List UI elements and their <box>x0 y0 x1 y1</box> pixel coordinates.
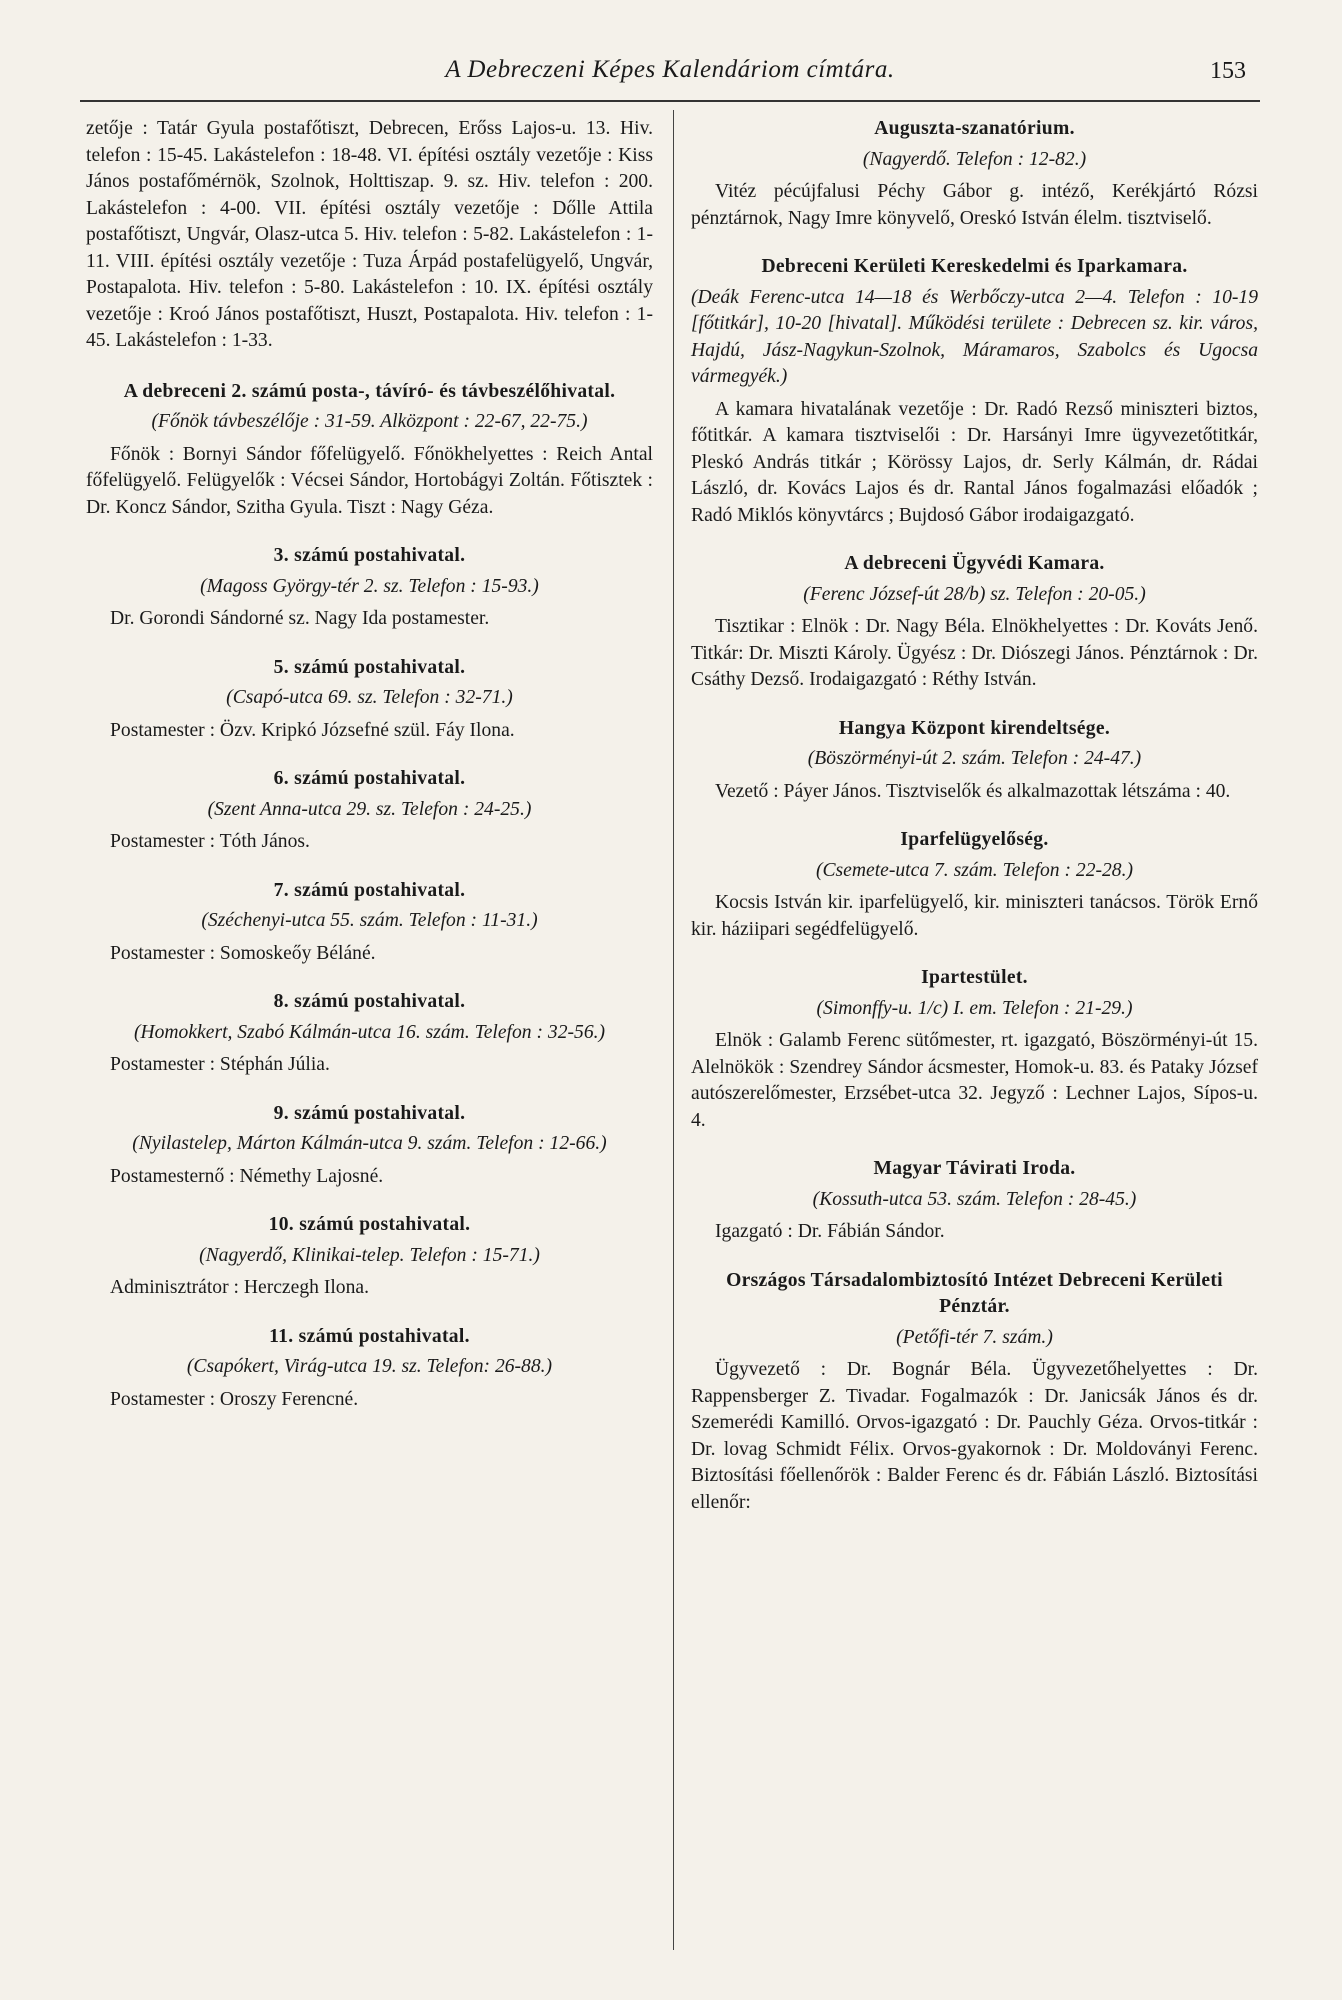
section-address: (Petőfi-tér 7. szám.) <box>896 1326 1053 1348</box>
right-column <box>691 116 1258 1516</box>
intro-paragraph: zetője : Tatár Gyula postafőtiszt, Debrecen, Erőss Lajos-u. 13. Hiv. telefon : 15-45. Lakástelefon : 18-48. VI. építési osztály vezetője : Kiss János postafőmérnök, Szolnok, Holttiszap. 9. sz. Hiv. telefon : 200. Lakástelefon : 4-00. VII. építési osztály vezetője : Dőlle Attila postafőtiszt, Ungvár, Olasz-utca 5. Hiv. telefon : 5-82. Lakástelefon : 1-11. VIII. építési osztály vezetője : Tuza Árpád postafelügyelő, Ungvár, Postapalota. Hiv. telefon : 5-80. Lakástelefon : 10. IX. építési osztály vezetője : Kroó János postafőtiszt, Huszt, Postapalota. Hiv. telefon : 1-45. Lakástelefon : 1-33. <box>86 118 653 351</box>
section-heading: 5. számú postahivatal. <box>273 656 466 678</box>
section-text: Adminisztrátor : Herczegh Ilona. <box>110 1277 369 1298</box>
section-heading: Auguszta-szanatórium. <box>874 118 1075 139</box>
column-divider <box>673 110 674 1950</box>
section-address: (Ferenc József-út 28/b) sz. Telefon : 20-05.) <box>803 583 1146 605</box>
section-text: Postamester : Stéphán Júlia. <box>110 1054 330 1075</box>
section-heading: Hangya Központ kirendeltsége. <box>838 717 1111 739</box>
section-heading: 10. számú postahivatal. <box>268 1214 471 1235</box>
section-address: (Csemete-utca 7. szám. Telefon : 22-28.) <box>815 859 1134 881</box>
section-heading: 8. számú postahivatal. <box>273 991 466 1012</box>
section-text: Postamester : Özv. Kripkó Józsefné szül. Fáy Ilona. <box>110 719 515 741</box>
section-address: (Homokkert, Szabó Kálmán-utca 16. szám. Telefon : 32-56.) <box>133 1021 606 1043</box>
section-address: (Nagyerdő. Telefon : 12-82.) <box>862 148 1087 170</box>
section-heading: Országos Társadalombiztosító Intézet Debreceni Kerületi Pénztár. <box>726 1269 1223 1317</box>
section-address: (Nagyerdő, Klinikai-telep. Telefon : 15-71.) <box>199 1244 540 1266</box>
section-text: Vezető : Páyer János. Tisztviselők és alkalmazottak létszáma : 40. <box>715 780 1231 802</box>
section-address: (Főnök távbeszélője : 31-59. Alközpont : 22-67, 22-75.) <box>151 411 588 432</box>
section-address: (Széchenyi-utca 55. szám. Telefon : 11-31.) <box>201 910 538 931</box>
section-text: A kamara hivatalának vezetője : Dr. Radó Rezső miniszteri biztos, főtitkár. A kamara tisztviselői : Dr. Harsányi Imre ügyvezetőtitkár, Pleskó András titkár ; Körössy Lajos, dr. Serly Kálmán, dr. Rádai László, dr. Kovács Lajos és dr. Rantal János fogalmazási előadók ; Radó Miklós könyvtárcs ; Bujdosó Gábor irodaigazgató. <box>691 398 1258 526</box>
section-heading: 3. számú postahivatal. <box>273 545 466 566</box>
section-text: Elnök : Galamb Ferenc sütőmester, rt. igazgató, Böszörményi-út 15. Alelnökök : Szendrey Sándor ácsmester, Homok-u. 83. és Pataky József autószerelőmester, Erzsébet-utca 32. Jegyző : Lechner Lajos, Sípos-u. 4. <box>691 1030 1258 1131</box>
section-heading: Debreceni Kerületi Kereskedelmi és Iparkamara. <box>761 256 1188 277</box>
section-text: Dr. Gorondi Sándorné sz. Nagy Ida postamester. <box>110 608 490 629</box>
page-header <box>80 48 1260 102</box>
section-address: (Szent Anna-utca 29. sz. Telefon : 24-25.) <box>207 798 532 820</box>
section-text: Postamester : Somoskeőy Béláné. <box>110 942 376 964</box>
left-column <box>86 116 653 1413</box>
section-address: (Böszörményi-út 2. szám. Telefon : 24-47.) <box>807 748 1142 769</box>
section-address: (Nyilastelep, Márton Kálmán-utca 9. szám. Telefon : 12-66.) <box>132 1133 607 1154</box>
section-address: (Kossuth-utca 53. szám. Telefon : 28-45.) <box>812 1188 1137 1210</box>
section-text: Ügyvezető : Dr. Bognár Béla. Ügyvezetőhelyettes : Dr. Rappensberger Z. Tivadar. Fogalmazók : Dr. Janicsák János és dr. Szemerédi Kamilló. Orvos-igazgató : Dr. Pauchly Géza. Orvos-titkár : Dr. lovag Schmidt Félix. Orvos-gyakornok : Dr. Moldoványi Ferenc. Biztosítási főellenőrök : Balder Ferenc és dr. Fábián László. Biztosítási ellenőr: <box>691 1359 1258 1513</box>
page <box>80 48 1260 1968</box>
section-heading: Magyar Távirati Iroda. <box>873 1158 1076 1179</box>
section-heading: Ipartestület. <box>921 967 1028 988</box>
section-text: Postamesternő : Némethy Lajosné. <box>110 1165 384 1187</box>
page-number: 153 <box>1210 58 1246 84</box>
section-heading: A debreceni Ügyvédi Kamara. <box>844 553 1105 574</box>
section-address: (Magoss György-tér 2. sz. Telefon : 15-93.) <box>200 575 539 597</box>
section-heading: 11. számú postahivatal. <box>269 1325 470 1347</box>
section-heading: Iparfelügyelőség. <box>900 829 1049 850</box>
section-text: Igazgató : Dr. Fábián Sándor. <box>715 1221 945 1242</box>
section-text: Kocsis István kir. iparfelügyelő, kir. miniszteri tanácsos. Török Ernő kir. háziipari segédfelügyelő. <box>691 892 1258 940</box>
section-address: (Simonffy-u. 1/c) I. em. Telefon : 21-29.) <box>816 997 1133 1019</box>
section-heading: 7. számú postahivatal. <box>273 879 466 901</box>
section-heading: A debreceni 2. számú posta-, távíró- és távbeszélőhivatal. <box>123 380 616 402</box>
running-title: A Debreczeni Képes Kalendáriom címtára. <box>445 56 895 83</box>
section-text: Főnök : Bornyi Sándor főfelügyelő. Főnökhelyettes : Reich Antal főfelügyelő. Felügyelők : Vécsei Sándor, Hortobágyi Zoltán. Főtisztek : Dr. Koncz Sándor, Szitha Gyula. Tiszt : Nagy Géza. <box>86 443 653 518</box>
section-text: Tisztikar : Elnök : Dr. Nagy Béla. Elnökhelyettes : Dr. Kováts Jenő. Titkár: Dr. Miszti Károly. Ügyész : Dr. Diószegi János. Pénztárnok : Dr. Csáthy Dezső. Irodaigazgató : Réthy István. <box>691 616 1258 690</box>
section-text: Postamester : Oroszy Ferencné. <box>110 1388 359 1410</box>
section-text: Vitéz pécújfalusi Péchy Gábor g. intéző, Kerékjártó Rózsi pénztárnok, Nagy Imre könyvelő, Oreskó István élelm. tisztviselő. <box>691 181 1258 229</box>
section-address: (Csapókert, Virág-utca 19. sz. Telefon: 26-88.) <box>186 1356 553 1377</box>
section-address: (Deák Ferenc-utca 14—18 és Werbőczy-utca 2—4. Telefon : 10-19 [főtitkár], 10-20 [hivatal]. Működési területe : Debrecen sz. kir. város, Hajdú, Jász-Nagykun-Szolnok, Máramaros, Szabolcs és Ugocsa vármegyék.) <box>691 286 1258 387</box>
section-heading: 6. számú postahivatal. <box>273 768 466 789</box>
section-heading: 9. számú postahivatal. <box>273 1102 466 1124</box>
section-address: (Csapó-utca 69. sz. Telefon : 32-71.) <box>226 687 513 708</box>
section-text: Postamester : Tóth János. <box>110 831 310 852</box>
